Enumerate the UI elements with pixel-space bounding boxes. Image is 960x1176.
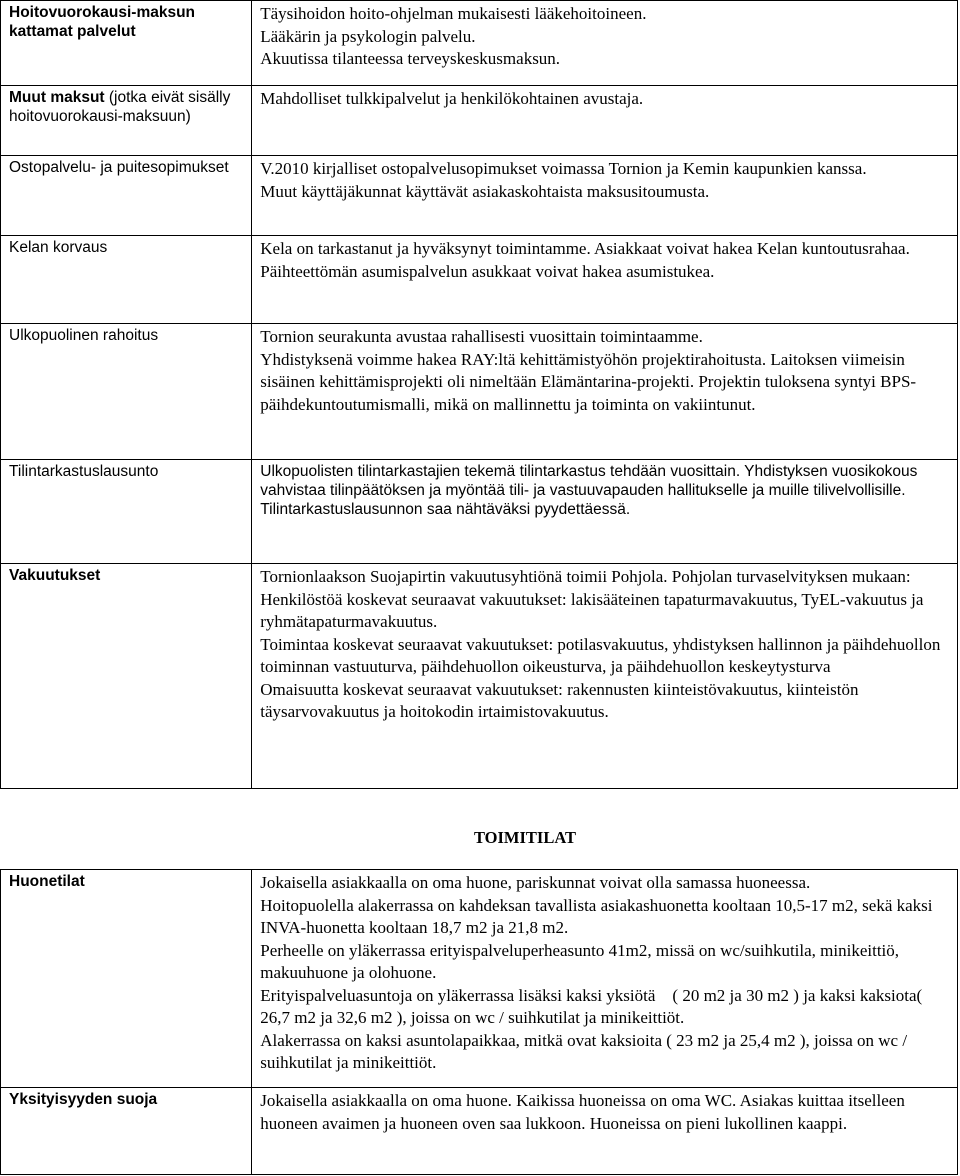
content-paragraph: Tornion seurakunta avustaa rahallisesti vuosittain toimintaamme. <box>260 327 703 346</box>
table-row <box>1 1088 958 1175</box>
row-label-cell <box>1 86 252 156</box>
row-label: Ostopalvelu- ja puitesopimukset <box>9 159 229 176</box>
row-content-cell <box>252 86 958 156</box>
row-label-bold: Hoitovuorokausi-maksun kattamat palvelut <box>9 4 196 40</box>
content-paragraph: Täysihoidon hoito-ohjelman mukaisesti lääkehoitoineen. <box>260 4 647 23</box>
row-label-bold: Huonetilat <box>9 873 85 890</box>
content-paragraph: Omaisuutta koskevat seuraavat vakuutukset: rakennusten kiinteistövakuutus, kiinteistön täysarvovakuutus ja hoitokodin irtaimistovakuutus. <box>260 679 863 721</box>
row-label-cell <box>1 564 252 789</box>
row-content-cell <box>252 460 958 564</box>
premises-table <box>0 869 958 1175</box>
content-paragraph: Päihteettömän asumispalvelun asukkaat voivat hakea asumistukea. <box>260 261 715 281</box>
row-content-cell <box>252 564 958 789</box>
table-row <box>1 86 958 156</box>
row-label: (jotka eivät sisälly hoitovuorokausi-maksuun) <box>9 89 231 125</box>
row-label-bold: Vakuutukset <box>9 567 101 584</box>
row-content-cell <box>252 156 958 236</box>
content-paragraph: Jokaisella asiakkaalla on oma huone, pariskunnat voivat olla samassa huoneessa. <box>260 873 811 892</box>
table-row <box>1 156 958 236</box>
table-row <box>1 324 958 460</box>
table-row <box>1 1 958 86</box>
content-paragraph: Muut käyttäjäkunnat käyttävät asiakaskohtaista maksusitoumusta. <box>260 181 710 201</box>
row-label-cell <box>1 1 252 86</box>
content-paragraph: Ulkopuolisten tilintarkastajien tekemä tilintarkastus tehdään vuosittain. Yhdistyksen vuosikokous vahvistaa tilinpäätöksen ja myöntää tili- ja vastuuvapauden hallitukselle ja muille tilivelvollisille. <box>260 463 922 499</box>
row-label-cell <box>1 156 252 236</box>
row-content-cell <box>252 1 958 86</box>
table-row <box>1 236 958 324</box>
row-label-cell <box>1 324 252 460</box>
content-paragraph: Toimintaa koskevat seuraavat vakuutukset: potilasvakuutus, yhdistyksen hallinnon ja päihdehuollon toiminnan vastuuturva, päihdehuollon oikeusturva, ja päihdehuollon keskeytysturva <box>260 634 945 676</box>
row-label-cell <box>1 460 252 564</box>
content-paragraph: Jokaisella asiakkaalla on oma huone. Kaikissa huoneissa on oma WC. Asiakas kuittaa itselleen huoneen avaimen ja huoneen oven saa lukkoon. Huoneissa on pieni lukollinen kaappi. <box>260 1091 910 1133</box>
row-label-bold: Yksityisyyden suoja <box>9 1091 158 1108</box>
row-label: Ulkopuolinen rahoitus <box>9 327 159 344</box>
row-label-bold: Muut maksut <box>9 89 105 106</box>
section-heading: TOIMITILAT <box>473 828 577 847</box>
row-label-cell <box>1 236 252 324</box>
content-paragraph: V.2010 kirjalliset ostopalvelusopimukset voimassa Tornion ja Kemin kaupunkien kanssa. <box>260 159 867 178</box>
row-content-cell <box>252 236 958 324</box>
content-paragraph: Perheelle on yläkerrassa erityispalveluperheasunto 41m2, missä on wc/suihkutila, minikeittiö, makuuhuone ja olohuone. <box>260 940 904 982</box>
content-paragraph: Tornionlaakson Suojapirtin vakuutusyhtiönä toimii Pohjola. Pohjolan turvaselvityksen mukaan: <box>260 567 911 586</box>
row-label: Tilintarkastuslausunto <box>9 463 159 480</box>
content-paragraph: Akuutissa tilanteessa terveyskeskusmaksun. <box>260 49 561 68</box>
row-content-cell <box>252 870 958 1088</box>
content-paragraph: Mahdolliset tulkkipalvelut ja henkilökohtainen avustaja. <box>260 89 644 108</box>
content-paragraph: Erityispalveluasuntoja on yläkerrassa lisäksi kaksi yksiötä ( 20 m2 ja 30 m2 ) ja kaksi kaksiota( 26,7 m2 ja 32,6 m2 ), joissa on wc / suihkutilat ja minikeittiöt. <box>260 985 927 1027</box>
row-content-cell <box>252 1088 958 1175</box>
content-paragraph: Hoitopuolella alakerrassa on kahdeksan tavallista asiakashuonetta kooltaan 10,5-17 m2, sekä kaksi INVA-huonetta kooltaan 18,7 m2 ja 21,8 m2. <box>260 895 937 937</box>
table-row <box>1 460 958 564</box>
content-paragraph: Tilintarkastuslausunnon saa nähtäväksi pyydettäessä. <box>260 501 631 518</box>
content-paragraph: Lääkärin ja psykologin palvelu. <box>260 26 476 46</box>
row-label: Kelan korvaus <box>9 239 108 256</box>
content-paragraph: Kela on tarkastanut ja hyväksynyt toimintamme. Asiakkaat voivat hakea Kelan kuntoutusrahaa. <box>260 239 910 258</box>
table-row <box>1 564 958 789</box>
content-paragraph: Henkilöstöä koskevat seuraavat vakuutukset: lakisääteinen tapaturmavakuutus, TyEL-vakuutus ja ryhmätapaturmavakuutus. <box>260 589 928 631</box>
row-label-cell <box>1 870 252 1088</box>
content-paragraph: Alakerrassa on kaksi asuntolapaikkaa, mitkä ovat kaksioita ( 23 m2 ja 25,4 m2 ), joissa on wc / suihkutilat ja minikeittiöt. <box>260 1030 912 1072</box>
row-content-cell <box>252 324 958 460</box>
row-label-cell <box>1 1088 252 1175</box>
table-row <box>1 870 958 1088</box>
content-paragraph: Yhdistyksenä voimme hakea RAY:ltä kehittämistyöhön projektirahoitusta. Laitoksen viimeisin sisäinen kehittämisprojekti oli nimeltään Elämäntarina-projekti. Projektin tuloksena syntyi BPS- päihdekuntoutumismalli, mikä on mallinnettu ja toiminta on vakiintunut. <box>260 349 921 414</box>
